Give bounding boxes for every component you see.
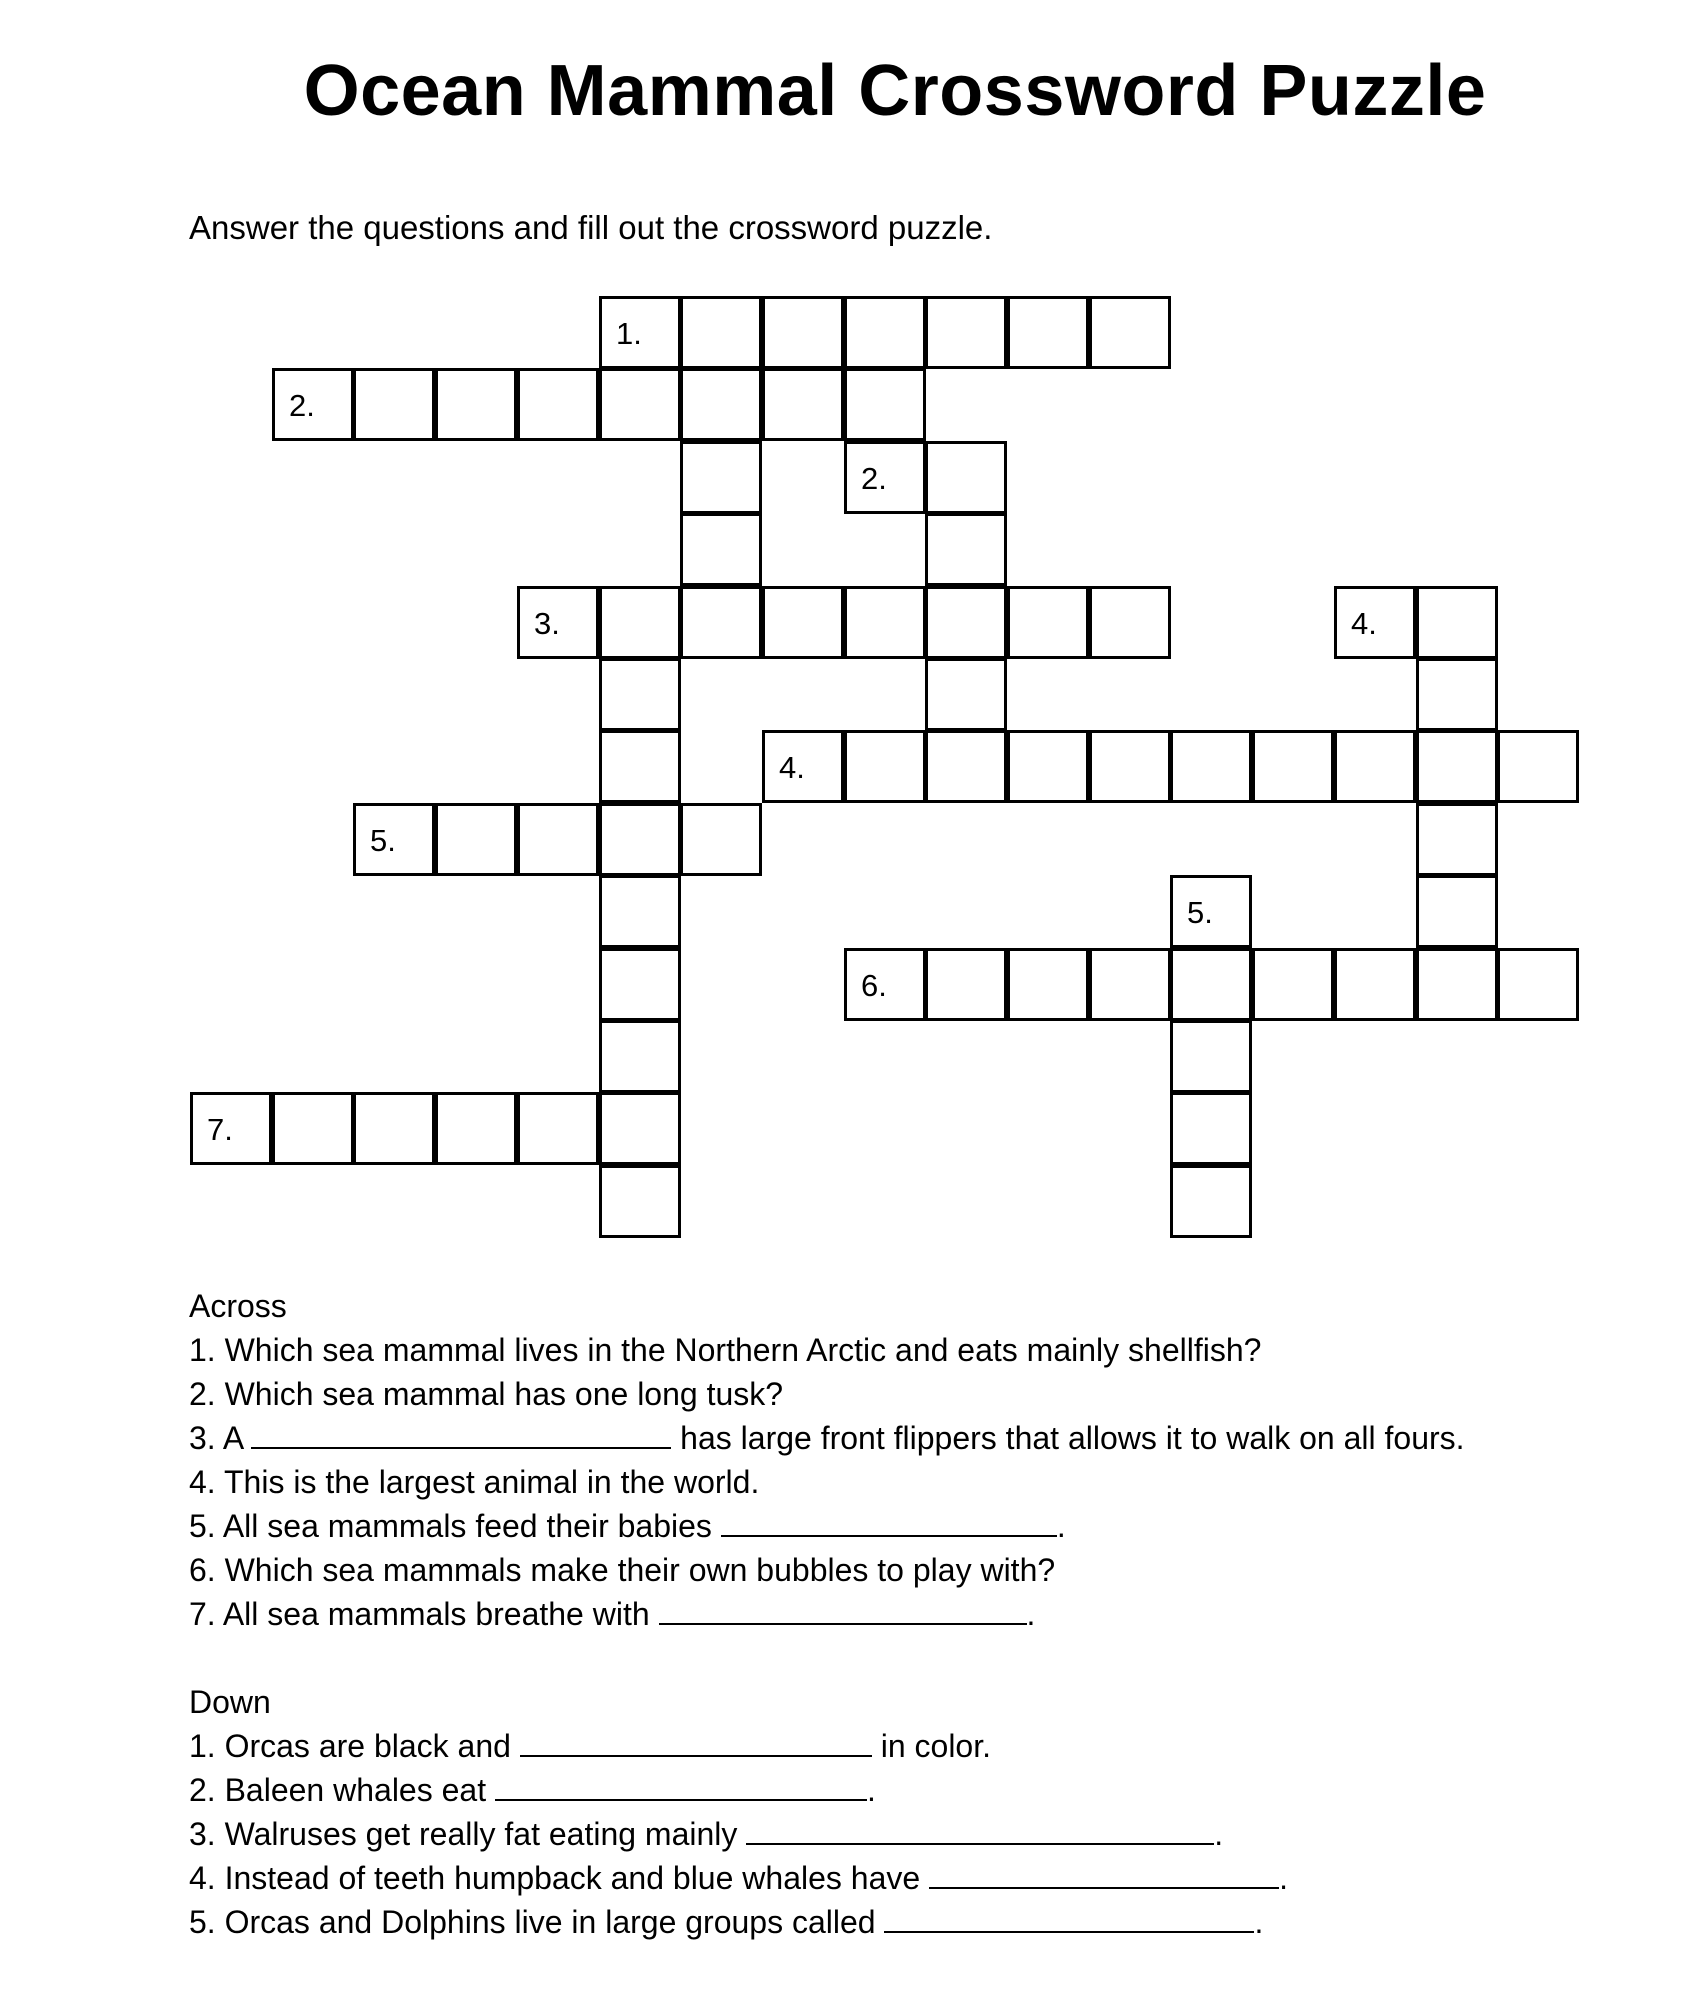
grid-cell[interactable] (435, 803, 517, 876)
clue-number: 4. (779, 750, 805, 785)
clue-number: 1. (616, 316, 642, 351)
down-clue-2: 2. Baleen whales eat . (189, 1768, 1465, 1812)
grid-cell[interactable] (599, 1020, 681, 1093)
grid-cell[interactable] (599, 586, 681, 659)
grid-cell[interactable] (599, 1165, 681, 1238)
across-clue-4: 4. This is the largest animal in the world. (189, 1464, 760, 1500)
grid-cell[interactable] (680, 441, 762, 514)
grid-cell[interactable] (925, 730, 1007, 803)
grid-cell[interactable] (762, 586, 844, 659)
grid-cell[interactable] (517, 803, 599, 876)
grid-cell[interactable] (1334, 948, 1416, 1021)
grid-cell[interactable] (1334, 730, 1416, 803)
grid-cell[interactable] (762, 730, 844, 803)
answer-blank[interactable] (884, 1901, 1254, 1933)
grid-cell[interactable] (1089, 586, 1171, 659)
grid-cell[interactable] (680, 586, 762, 659)
across-clue-7: 7. All sea mammals breathe with . (189, 1592, 1465, 1636)
grid-cell[interactable] (272, 1092, 354, 1165)
grid-cell[interactable] (844, 586, 926, 659)
grid-cell[interactable] (1334, 586, 1416, 659)
grid-cell[interactable] (599, 1092, 681, 1165)
grid-cell[interactable] (599, 730, 681, 803)
grid-cell[interactable] (1089, 948, 1171, 1021)
grid-cell[interactable] (1170, 1165, 1252, 1238)
clue-number: 7. (207, 1112, 233, 1147)
grid-cell[interactable] (1170, 875, 1252, 948)
grid-cell[interactable] (1007, 948, 1089, 1021)
grid-cell[interactable] (1416, 658, 1498, 731)
grid-cell[interactable] (599, 368, 681, 441)
instructions: Answer the questions and fill out the crossword puzzle. (189, 209, 993, 246)
grid-cell[interactable] (353, 1092, 435, 1165)
down-clue-4: 4. Instead of teeth humpback and blue whales have . (189, 1856, 1465, 1900)
grid-cell[interactable] (925, 658, 1007, 731)
clue-number: 3. (534, 606, 560, 641)
grid-cell[interactable] (1007, 586, 1089, 659)
grid-cell[interactable] (1007, 296, 1089, 369)
grid-cell[interactable] (1170, 948, 1252, 1021)
grid-cell[interactable] (599, 875, 681, 948)
grid-cell[interactable] (1416, 948, 1498, 1021)
grid-cell[interactable] (925, 948, 1007, 1021)
grid-cell[interactable] (353, 803, 435, 876)
grid-cell[interactable] (353, 368, 435, 441)
clue-number: 5. (370, 823, 396, 858)
grid-cell[interactable] (599, 296, 681, 369)
grid-cell[interactable] (272, 368, 354, 441)
grid-cell[interactable] (925, 441, 1007, 514)
grid-cell[interactable] (1416, 875, 1498, 948)
clue-number: 2. (289, 388, 315, 423)
grid-cell[interactable] (1007, 730, 1089, 803)
grid-cell[interactable] (1089, 296, 1171, 369)
grid-cell[interactable] (517, 368, 599, 441)
grid-cell[interactable] (762, 296, 844, 369)
clue-number: 2. (861, 461, 887, 496)
answer-blank[interactable] (721, 1505, 1057, 1537)
clue-number: 5. (1187, 895, 1213, 930)
grid-cell[interactable] (844, 948, 926, 1021)
answer-blank[interactable] (520, 1725, 872, 1757)
grid-cell[interactable] (844, 441, 926, 514)
answer-blank[interactable] (495, 1769, 867, 1801)
grid-cell[interactable] (680, 513, 762, 586)
across-clue-6: 6. Which sea mammals make their own bubbles to play with? (189, 1552, 1056, 1588)
grid-cell[interactable] (1170, 1092, 1252, 1165)
across-clue-3: 3. A has large front flippers that allows it to walk on all fours. (189, 1416, 1465, 1460)
down-heading: Down (189, 1684, 271, 1720)
grid-cell[interactable] (1252, 948, 1334, 1021)
grid-cell[interactable] (1497, 948, 1579, 1021)
grid-cell[interactable] (1497, 730, 1579, 803)
grid-cell[interactable] (435, 368, 517, 441)
grid-cell[interactable] (1416, 803, 1498, 876)
grid-cell[interactable] (844, 730, 926, 803)
grid-cell[interactable] (762, 368, 844, 441)
down-clue-3: 3. Walruses get really fat eating mainly . (189, 1812, 1465, 1856)
grid-cell[interactable] (844, 296, 926, 369)
grid-cell[interactable] (517, 586, 599, 659)
grid-cell[interactable] (1170, 1020, 1252, 1093)
grid-cell[interactable] (844, 368, 926, 441)
page-title: Ocean Mammal Crossword Puzzle (303, 51, 1487, 131)
down-clue-1: 1. Orcas are black and in color. (189, 1724, 1465, 1768)
grid-cell[interactable] (925, 586, 1007, 659)
grid-cell[interactable] (680, 296, 762, 369)
grid-cell[interactable] (1089, 730, 1171, 803)
across-clue-2: 2. Which sea mammal has one long tusk? (189, 1376, 784, 1412)
grid-cell[interactable] (1252, 730, 1334, 803)
clue-number: 6. (861, 968, 887, 1003)
grid-cell[interactable] (680, 803, 762, 876)
grid-cell[interactable] (1170, 730, 1252, 803)
answer-blank[interactable] (659, 1593, 1027, 1625)
grid-cell[interactable] (1416, 730, 1498, 803)
grid-cell[interactable] (190, 1092, 272, 1165)
answer-blank[interactable] (746, 1813, 1214, 1845)
grid-cell[interactable] (925, 513, 1007, 586)
grid-cell[interactable] (925, 296, 1007, 369)
grid-cell[interactable] (680, 368, 762, 441)
clue-number: 4. (1351, 606, 1377, 641)
across-heading: Across (189, 1288, 287, 1324)
answer-blank[interactable] (929, 1857, 1279, 1889)
across-clue-5: 5. All sea mammals feed their babies . (189, 1504, 1465, 1548)
grid-cell[interactable] (517, 1092, 599, 1165)
clues-section (189, 1284, 1465, 1944)
grid-cell[interactable] (599, 803, 681, 876)
across-clue-1: 1. Which sea mammal lives in the Northern Arctic and eats mainly shellfish? (189, 1332, 1262, 1368)
grid-cell[interactable] (1416, 586, 1498, 659)
answer-blank[interactable] (251, 1417, 671, 1449)
down-clue-5: 5. Orcas and Dolphins live in large groups called . (189, 1900, 1465, 1944)
grid-cell[interactable] (599, 948, 681, 1021)
grid-cell[interactable] (599, 658, 681, 731)
grid-cell[interactable] (435, 1092, 517, 1165)
